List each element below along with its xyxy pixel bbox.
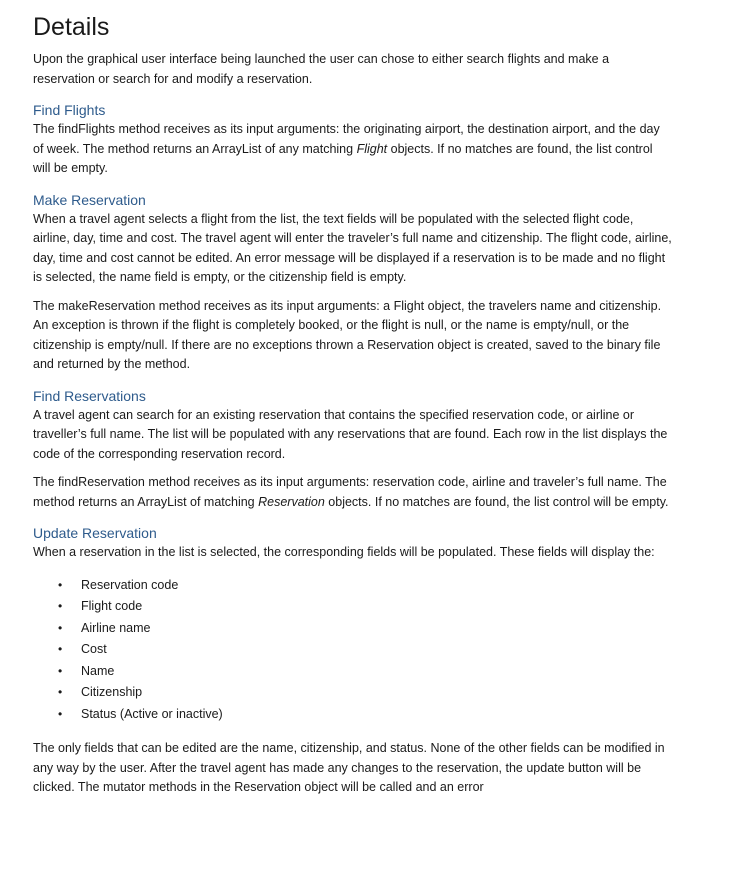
find-reservations-paragraph-2: [33, 473, 673, 512]
bullet-icon: •: [58, 599, 63, 613]
document-page: [33, 10, 673, 798]
page-title: Details: [33, 13, 110, 41]
list-item: • Name: [33, 661, 673, 683]
heading-make-reservation: Make Reservation: [33, 191, 146, 208]
find-reservations-paragraph-1: A travel agent can search for an existing reservation that contains the specified reservation code, or airline or traveller’s full name. The list will be populated with any reservations that are found. Each row in the list displays the code of the corresponding reservation record.: [33, 407, 668, 461]
find-flights-text-b: objects. If no matches are found, the list control will be empty.: [33, 141, 653, 175]
find-reservations-text-a: The findReservation method receives as its input arguments: reservation code, airline and traveler’s full name. The method returns an ArrayList of matching: [33, 475, 667, 509]
find-flights-text-em: Flight: [356, 141, 388, 156]
field-list: [33, 575, 673, 726]
heading-update-reservation: Update Reservation: [33, 525, 157, 541]
find-flights-text-a: The findFlights method receives as its input arguments: the originating airport, the destination airport, and the day of week. The method returns an ArrayList of any matching: [33, 122, 660, 156]
list-item: • Flight code: [33, 596, 673, 618]
intro-paragraph: Upon the graphical user interface being launched the user can chose to either search flights and make a reservation or search for and modify a reservation.: [33, 52, 610, 86]
bullet-icon: •: [58, 685, 63, 699]
update-reservation-paragraph-1: When a reservation in the list is selected, the corresponding fields will be populated. These fields will display the:: [33, 545, 655, 559]
bullet-icon: •: [58, 577, 63, 592]
list-item: • Status (Active or inactive): [33, 704, 673, 726]
make-reservation-paragraph-1: When a travel agent selects a flight from the list, the text fields will be populated with the selected flight code, airline, day, time and cost. The travel agent will enter the traveler’s full name and citizenship. The flight code, airline, day, time and cost cannot be edited. An error message will be displayed if a reservation is to be made and no flight is selected, the name field is empty, or the citizenship field is empty.: [33, 211, 672, 284]
list-item: • Reservation code: [33, 575, 673, 597]
list-item: • Cost: [33, 639, 673, 661]
find-reservations-text-b: objects. If no matches are found, the list control will be empty.: [324, 494, 669, 509]
find-reservations-text-em: Reservation: [258, 494, 325, 509]
bullet-icon: •: [58, 706, 63, 721]
bullet-icon: •: [58, 663, 63, 678]
make-reservation-paragraph-2: The makeReservation method receives as its input arguments: a Flight object, the travelers name and citizenship. An exception is thrown if the flight is completely booked, or the flight is null, or the name is empty/null, or the citizenship is empty/null. If there are no exceptions thrown a Reservation object is created, saved to the binary file and returned by the method.: [33, 298, 662, 371]
list-item: • Citizenship: [33, 682, 673, 704]
update-reservation-paragraph-2: The only fields that can be edited are the name, citizenship, and status. None of the other fields can be modified in any way by the user. After the travel agent has made any changes to the reservation, the update button will be clicked. The mutator methods in the Reservation object will be called and an error: [33, 741, 665, 794]
list-item: • Airline name: [33, 618, 673, 640]
find-flights-paragraph: [33, 120, 673, 179]
bullet-icon: •: [58, 620, 63, 635]
heading-find-reservations: Find Reservations: [33, 387, 146, 404]
heading-find-flights: Find Flights: [33, 102, 106, 118]
bullet-icon: •: [58, 642, 63, 656]
